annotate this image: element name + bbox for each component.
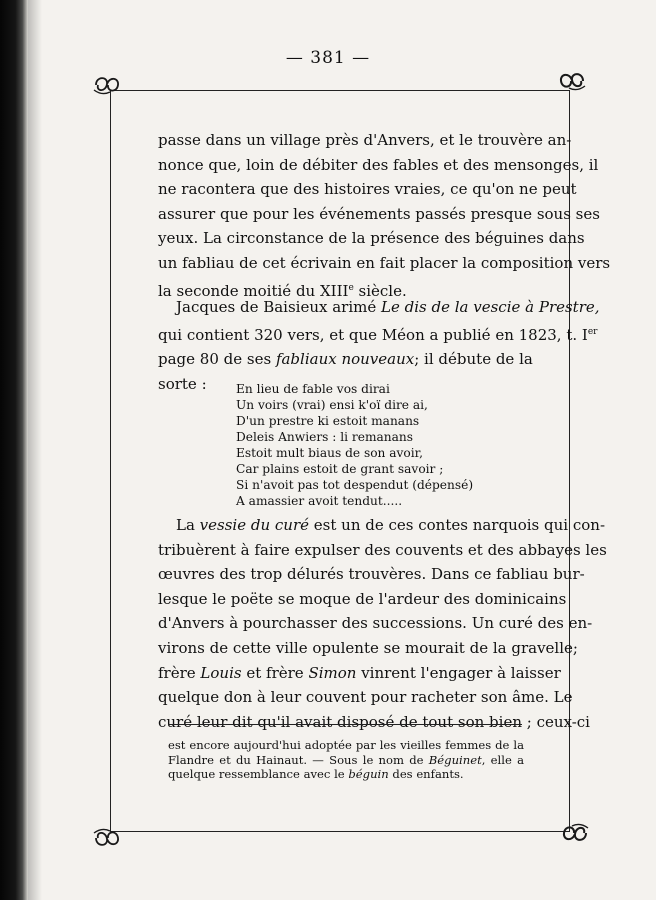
- poem-line: Un voirs (vrai) ensi k'oï dire ai,: [236, 398, 428, 412]
- person-name: Simon: [308, 663, 357, 682]
- paragraph-1: [158, 128, 611, 303]
- poem-line: Estoit mult biaus de son avoir,: [236, 446, 424, 460]
- poem-line: D'un prestre ki estoit manans: [236, 414, 420, 428]
- superscript: e: [348, 282, 354, 293]
- corner-ornament-top-right-icon: [557, 66, 587, 96]
- work-title: vessie du curé: [199, 516, 310, 534]
- text-line: [158, 347, 533, 372]
- corner-ornament-bottom-left-icon: [92, 823, 122, 853]
- footnote: [168, 738, 524, 782]
- text-line: passe dans un village près d'Anvers, et le trouvère an-: [158, 131, 572, 149]
- text-segment: frère: [158, 663, 201, 682]
- footnote-line: [168, 767, 524, 782]
- text-segment: vinrent l'engager à laisser: [356, 663, 561, 682]
- term: béguin: [348, 767, 389, 781]
- text-line: lesque le poëte se moque de l'ardeur des dominicains: [158, 589, 567, 608]
- text-segment: ; il débute de la: [414, 350, 533, 369]
- text-segment: est un de ces contes narquois qui con-: [309, 516, 606, 534]
- term: Béguinet: [428, 752, 482, 767]
- corner-ornament-bottom-right-icon: [560, 818, 590, 848]
- text-segment: quelque ressemblance avec le: [168, 767, 349, 781]
- footnote-line: [168, 753, 524, 768]
- text-line: [158, 513, 606, 538]
- text-segment: Jacques de Baisieux arimé: [176, 298, 382, 316]
- text-line: un fabliau de cet écrivain en fait placer la composition vers: [158, 253, 611, 272]
- text-line: virons de cette ville opulente se mourait de la gravelle;: [158, 638, 578, 657]
- text-segment: siècle.: [353, 281, 407, 300]
- text-segment: des enfants.: [388, 767, 464, 781]
- footnote-line: est encore aujourd'hui adoptée par les vieilles femmes de la: [168, 738, 524, 752]
- text-line: yeux. La circonstance de la présence des béguines dans: [158, 229, 585, 248]
- poem-quotation: [236, 381, 473, 509]
- text-line: curé leur dit qu'il avait disposé de tout son bien ; ceux-ci: [158, 712, 590, 731]
- poem-line: Si n'avoit pas tot despendut (dépensé): [236, 478, 474, 492]
- text-segment: La: [176, 516, 200, 534]
- poem-line: En lieu de fable vos dirai: [236, 382, 390, 396]
- gutter-shadow: [28, 0, 42, 900]
- text-line: [158, 320, 598, 348]
- text-line: [158, 295, 600, 320]
- poem-line: A amassier avoit tendut.....: [236, 494, 403, 508]
- text-line: [158, 661, 561, 686]
- superscript: er: [587, 326, 598, 337]
- text-segment: page 80 de ses: [158, 350, 276, 369]
- text-segment: et frère: [241, 663, 309, 682]
- poem-line: Car plains estoit de grant savoir ;: [236, 462, 444, 476]
- person-name: Louis: [200, 663, 242, 682]
- paragraph-3: [158, 513, 607, 734]
- text-line: tribuèrent à faire expulser des couvents et des abbayes les: [158, 540, 607, 559]
- page-number: — 381 —: [285, 48, 371, 68]
- text-line: d'Anvers à pourchasser des successions. Un curé des en-: [158, 614, 593, 633]
- text-line: ne racontera que des histoires vraies, ce qu'on ne peut: [158, 180, 577, 199]
- text-line: œuvres des trop délurés trouvères. Dans ce fabliau bur-: [158, 565, 585, 584]
- poem-line: Deleis Anwiers : li remanans: [236, 430, 413, 444]
- text-line: sorte :: [158, 374, 207, 393]
- text-segment: qui contient 320 vers, et que Méon a publié en 1823, t. I: [158, 325, 588, 344]
- corner-ornament-top-left-icon: [92, 70, 122, 100]
- text-segment: , elle a: [481, 752, 524, 767]
- text-segment: Flandre et du Hainaut. — Sous le nom de: [168, 752, 429, 767]
- work-title: Le dis de la vescie à Prestre,: [381, 298, 600, 316]
- work-title: fabliaux nouveaux: [275, 350, 415, 369]
- text-line: nonce que, loin de débiter des fables et des mensonges, il: [158, 155, 599, 174]
- book-spine-shadow: [0, 0, 28, 900]
- text-line: quelque don à leur couvent pour racheter son âme. Le: [158, 688, 573, 707]
- text-line: assurer que pour les événements passés presque sous ses: [158, 204, 600, 223]
- text-segment: la seconde moitié du XIII: [158, 281, 349, 300]
- footnote-separator: [168, 724, 522, 725]
